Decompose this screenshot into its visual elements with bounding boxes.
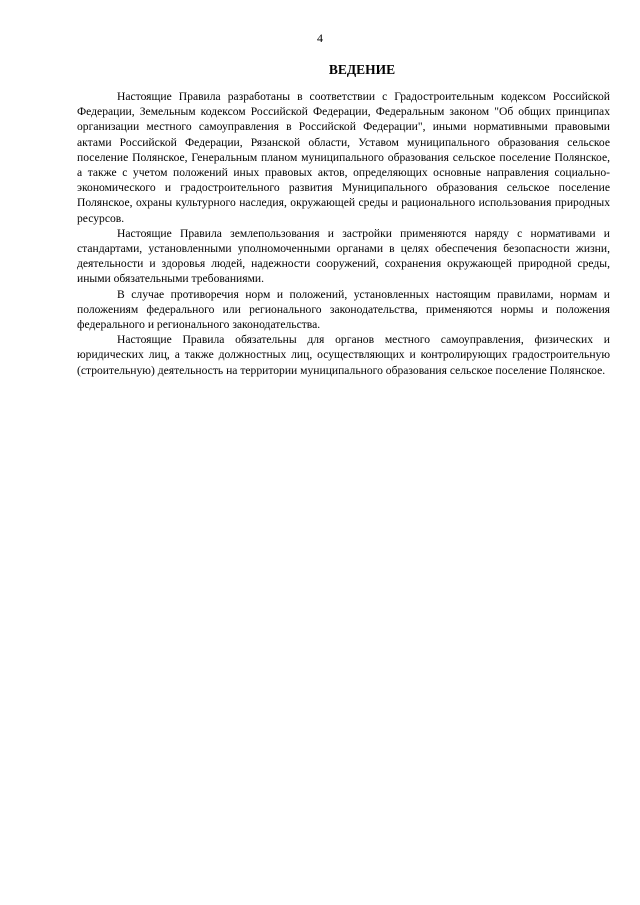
body-text [77,89,610,378]
section-heading: ВЕДЕНИЕ [328,62,396,77]
paragraph-2: Настоящие Правила землепользования и застройки применяются наряду с нормативами и стандартами, установленными уполномоченными органами в целях обеспечения безопасности жизни, деятельности и здоровья людей, надежности сооружений, сохранения окружающей природной среды, иными обязательными требованиями. [77,226,610,286]
paragraph-1: Настоящие Правила разработаны в соответствии с Градостроительным кодексом Российской Федерации, Земельным кодексом Российской Федерации, Федеральным законом "Об общих принципах организации местного самоуправления в Российской Федерации", иными нормативными правовыми актами Российской Федерации, Рязанской области, Уставом муниципального образования сельское поселение Полянское, Генеральным планом муниципального образования сельское поселение Полянское, а также с учетом положений иных правовых актов, определяющих основные направления социально-экономического и градостроительного развития Муниципального образования сельское поселение Полянское, охраны культурного наследия, окружающей среды и рационального использования природных ресурсов. [77,90,610,225]
page-number: 4 [317,31,323,45]
paragraph-4: Настоящие Правила обязательны для органов местного самоуправления, физических и юридических лиц, а также должностных лиц, осуществляющих и контролирующих градостроительную (строительную) деятельность на территории муниципального образования сельское поселение Полянское. [77,333,610,377]
paragraph-3: В случае противоречия норм и положений, установленных настоящим правилами, нормам и положениям федерального или регионального законодательства, применяются нормы и положения федерального и регионального законодательства. [77,287,610,332]
